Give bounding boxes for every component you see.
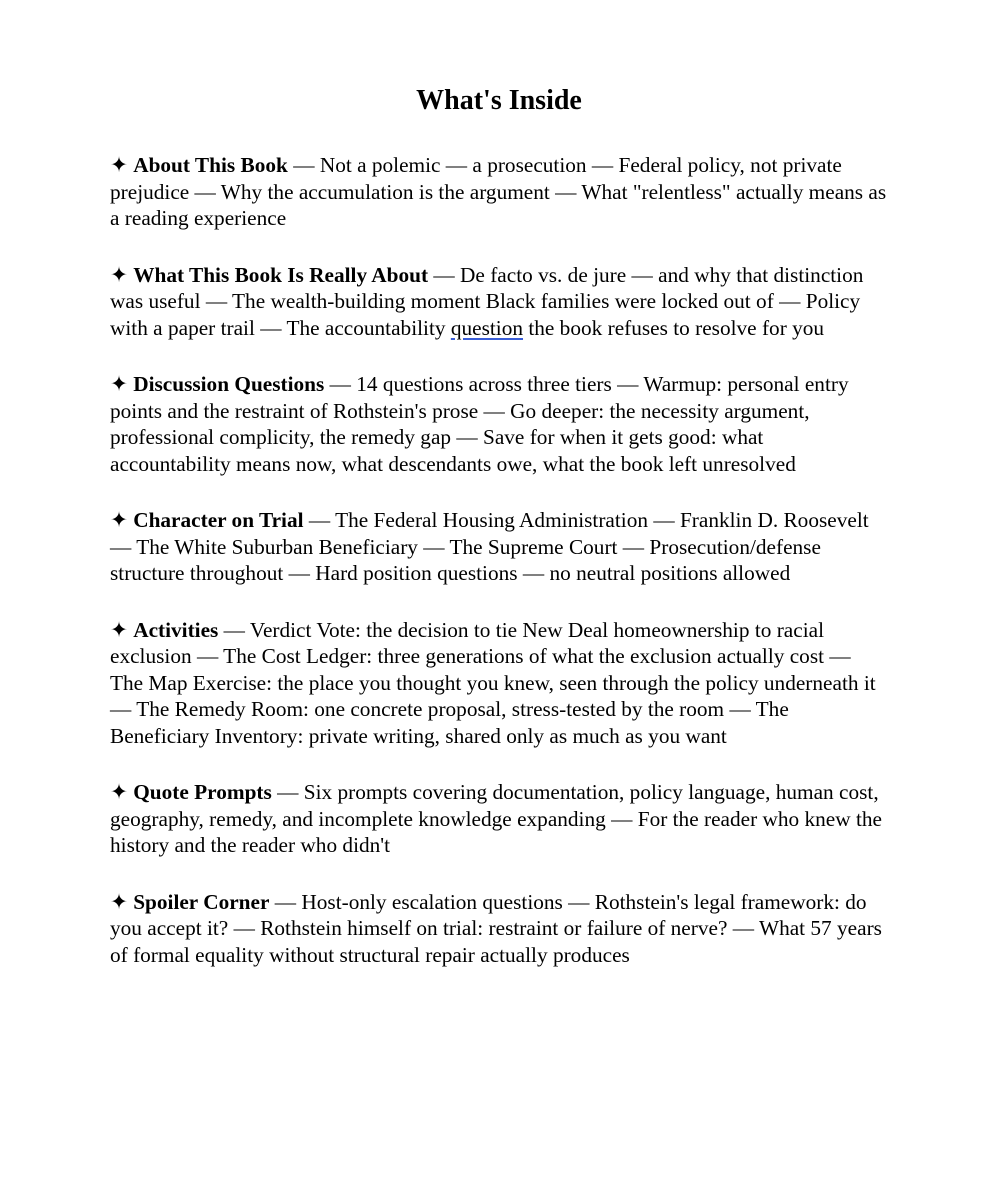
sparkle-icon: ✦ — [110, 508, 128, 532]
sparkle-icon: ✦ — [110, 262, 128, 287]
section-heading: About This Book — [133, 153, 288, 177]
section-activities — [110, 617, 888, 750]
sparkle-icon: ✦ — [110, 372, 128, 396]
sparkle-icon: ✦ — [110, 889, 128, 914]
sparkle-icon: ✦ — [110, 617, 128, 642]
section-quote-prompts — [110, 779, 888, 859]
sparkle-icon: ✦ — [110, 780, 128, 804]
section-body-continued: the book refuses to resolve for you — [523, 315, 825, 340]
section-about-this-book — [110, 152, 888, 232]
section-heading: Character on Trial — [133, 508, 304, 532]
section-heading: Spoiler Corner — [133, 889, 270, 914]
section-heading: What This Book Is Really About — [133, 262, 429, 287]
section-body: — The Federal Housing Administration — Franklin D. Roosevelt — The White Suburban Beneficiary — The Supreme Court — Prosecution/defense structure throughout — Hard position questions — no neutral positions allowed — [110, 508, 869, 585]
section-body: — Host-only escalation questions — Rothstein's legal framework: do you accept it? — Rothstein himself on trial: restraint or failure of nerve? — What 57 years of formal equality without structural repair actually produces — [110, 889, 882, 967]
section-heading: Discussion Questions — [133, 372, 325, 396]
sparkle-icon: ✦ — [110, 153, 128, 177]
section-body: — Verdict Vote: the decision to tie New Deal homeownership to racial exclusion — The Cost Ledger: three generations of what the exclusion actually cost — The Map Exercise: the place you thought you knew, seen through the policy underneath it — The Remedy Room: one concrete proposal, stress-tested by the room — The Beneficiary Inventory: private writing, shared only as much as you want — [110, 617, 876, 748]
section-body: — Not a polemic — a prosecution — Federal policy, not private prejudice — Why the accumulation is the argument — What "relentless" actually means as a reading experience — [110, 153, 887, 230]
section-heading: Activities — [133, 617, 219, 642]
section-heading: Quote Prompts — [133, 780, 272, 804]
section-spoiler-corner — [110, 889, 888, 969]
page-title: What's Inside — [416, 85, 582, 116]
section-body: — De facto vs. de jure — and why that distinction was useful — The wealth-building moment Black families were locked out of — Policy with a paper trail — The accountability — [110, 262, 864, 340]
section-body: — Six prompts covering documentation, policy language, human cost, geography, remedy, and incomplete knowledge expanding — For the reader who knew the history and the reader who didn't — [110, 780, 882, 857]
section-character-on-trial — [110, 507, 888, 587]
section-what-this-book-is-really-about — [110, 262, 888, 342]
section-body: — 14 questions across three tiers — Warmup: personal entry points and the restraint of Rothstein's prose — Go deeper: the necessity argument, professional complicity, the remedy gap — Save for when it gets good: what accountability means now, what descendants owe, what the book left unresolved — [110, 372, 849, 476]
spellcheck-underlined-word[interactable]: question — [450, 315, 524, 340]
document-page — [110, 84, 888, 998]
section-discussion-questions — [110, 371, 888, 477]
